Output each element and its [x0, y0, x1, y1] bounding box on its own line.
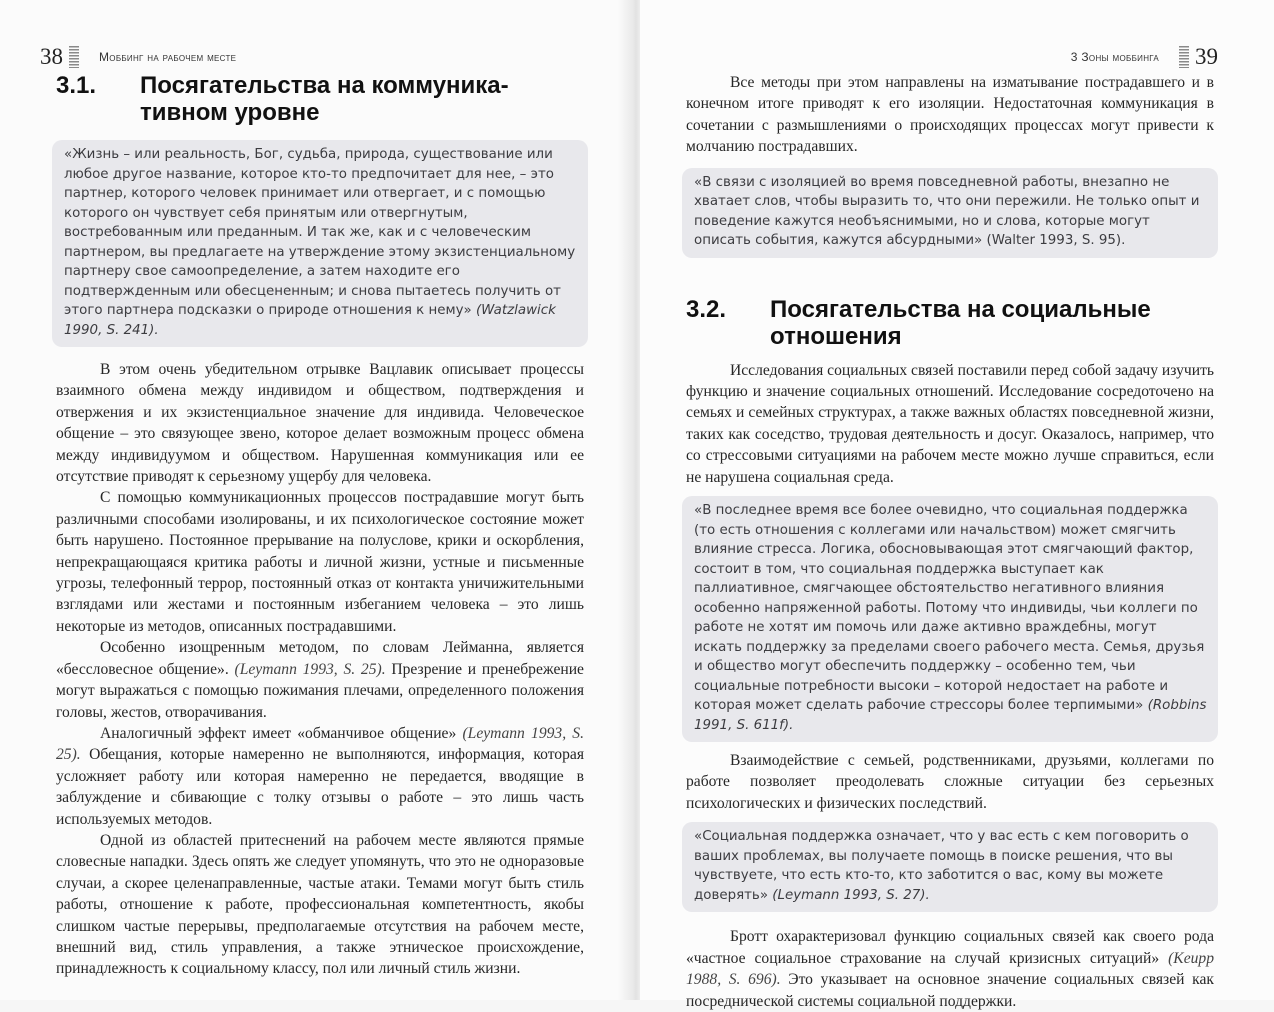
paragraph: Одной из областей притеснений на рабочем месте являются прямые словесные нападки. Здесь опять же следует упомянуть, что это не одноразовые случаи, а скорее целенаправленные, частые атаки. Темами могут быть стиль работы, отношение к работе, профессиональная компетентность, якобы слишком частые перерывы, предполагаемые отсутствия на рабочем месте, внешний вид, стиль управления, а также этническое происхождение, принадлежность к социальному классу, пол или личный стиль жизни. — [56, 831, 584, 978]
section-title: Посягательства на социальные отношения — [770, 295, 1151, 350]
quote-citation: (Walter 1993, S. 95). — [986, 233, 1126, 249]
quote-citation: (Leymann 1993, S. 27). — [772, 887, 930, 903]
left-page — [0, 0, 630, 1000]
right-page — [640, 0, 1274, 1010]
section-number: 3.2. — [686, 295, 727, 323]
quote-text: «Жизнь – или реальность, Бог, судьба, природа, существование или любое другое название, которое кто-то предпочитает для нее, – это партнер, которого человек принимает или отвергает, и с помощью которого он чувствует себя принятым или отвергнутым, востребованным или преданным. И так же, как и с человеческим партнером, вы предлагаете на утверждение этому экзистенциальному партнеру свое самоопределение, а затем находите его подтвержденным или обесцененным; и снова пытаетесь получить от этого партнера подсказки о природе отношения к нему» — [64, 147, 576, 318]
paragraph: В этом очень убедительном отрывке Вацлавик описывает процессы взаимного обмена между индивидом и обществом, подтверждения и отвержения и их экзистенциальное значение для индивида. Человеческое общение – это связующее звено, которое делает возможным процесс обмена между индивидуумом и обществом. Нарушенная коммуникация или ее отсутствие приводят к серьезному ущербу для человека. — [56, 361, 584, 486]
quote-block — [682, 496, 1218, 742]
paragraph-text: Презрение и пренебрежение могут выражаться с помощью пожимания плечами, определенного положения головы, жестов, отворачивания. — [56, 660, 584, 721]
header-bars-icon — [1179, 46, 1189, 68]
quote-citation: (Robbins 1991, S. 611f). — [694, 698, 1207, 733]
left-running-head — [40, 44, 236, 70]
quote-text: «Социальная поддержка означает, что у вас есть с кем поговорить о ваших проблемах, вы получаете помощь в поиске решения, что вы чувствуете, что есть кто-то, кто заботится о вас, кому вы можете доверять» — [694, 829, 1189, 903]
header-bars-icon — [69, 46, 79, 68]
paragraph — [56, 637, 584, 723]
right-running-head — [1071, 44, 1218, 70]
running-head-title: Моббинг на рабочем месте — [99, 50, 237, 64]
citation: (Keupp 1988, S. 696). — [686, 949, 1214, 989]
quote-block — [682, 168, 1218, 258]
citation: (Leymann 1993, S. 25). — [56, 724, 584, 764]
quote-citation: (Watzlawick 1990, S. 241). — [64, 303, 556, 338]
running-head-title: 3 Зоны моббинга — [1070, 50, 1159, 64]
paragraph: Все методы при этом направлены на изматывание пострадавшего и в конечном итоге приводят к его изоляции. Недостаточная коммуникация в сочетании с размышлениями о происходящих процессах могут привести к молчанию пострадавших. — [686, 74, 1214, 156]
paragraph-text: Бротт охарактеризовал функцию социальных связей как своего рода «частное социальное страхование на случай кризисных ситуаций» — [686, 928, 1214, 967]
page-number: 38 — [40, 44, 63, 69]
paragraph — [56, 723, 584, 830]
left-content — [56, 72, 584, 980]
paragraph-text: Особенно изощренным методом, по словам Лейманна, является «бессловесное общение». — [56, 639, 584, 678]
quote-text: «В связи с изоляцией во время повседневной работы, внезапно не хватает слов, чтобы выразить то, что они пережили. Не только опыт и поведение кажутся необъяснимыми, но и слова, которые могут описать события, кажутся абсурдными» — [694, 174, 1200, 249]
quote-block — [52, 140, 588, 347]
section-title: Посягательства на коммуника-тивном уровне — [140, 72, 509, 126]
paragraph-text: Аналогичный эффект имеет «обманчивое общение» — [100, 724, 463, 742]
paragraph-text: Обещания, которые намеренно не выполняются, информация, которая усложняет работу или которая намеренно не передается, вводящие в заблуждение и сбивающие с толку отзывы о работе – это лишь часть используемых методов. — [56, 746, 584, 828]
page-number: 39 — [1195, 44, 1218, 69]
section-heading-3-2 — [686, 296, 1214, 350]
section-number: 3.1. — [56, 72, 97, 99]
section-heading-3-1 — [56, 72, 584, 126]
paragraph: Исследования социальных связей поставили перед собой задачу изучить функцию и значение социальных отношений. Исследование сосредоточено на семьях и семейных структурах, а также важных областях повседневной жизни, таких как соседство, трудовая деятельность и досуг. Оказалось, например, что со стрессовыми ситуациями на рабочем месте можно лучше справиться, если не нарушена социальная среда. — [686, 361, 1214, 486]
paragraph — [686, 926, 1214, 1012]
quote-text: «В последнее время все более очевидно, что социальная поддержка (то есть отношения с коллегами или начальством) может смягчить влияние стресса. Логика, обосновывающая этот смягчающий фактор, состоит в том, что социальная поддержка выступает как паллиативное, смягчающее обстоятельство негативного влияния особенно напряженной работы. Потому что индивиды, чьи коллеги по работе не хотят им помочь или даже активно враждебны, могут искать поддержку за пределами своего рабочего места. Семья, друзья и общество могут обеспечить поддержку – особенно тем, чьи социальные потребности высоки – которой недостает на работе и которая может сделать рабочие стрессоры более терпимыми» — [694, 503, 1205, 714]
citation: (Leymann 1993, S. 25). — [234, 660, 386, 678]
right-content — [686, 72, 1214, 1012]
quote-block — [682, 822, 1218, 912]
paragraph-text: Это указывает на основное значение социальных связей как посреднической системы социальной поддержки. — [686, 971, 1214, 1010]
paragraph: Взаимодействие с семьей, родственниками, друзьями, коллегами по работе позволяет преодолевать сложные ситуации без серьезных психологических и физических последствий. — [686, 752, 1214, 812]
paragraph: С помощью коммуникационных процессов пострадавшие могут быть различными способами изолированы, и их психологическое состояние может быть нарушено. Постоянное прерывание на полуслове, крики и оскорбления, непрекращающаяся критика работы и личной жизни, устные и письменные угрозы, телефонный террор, постоянный отказ от контакта уничижительными взглядами или жестами и постоянным избеганием человека – это лишь некоторые из методов, описанных пострадавшими. — [56, 489, 584, 635]
